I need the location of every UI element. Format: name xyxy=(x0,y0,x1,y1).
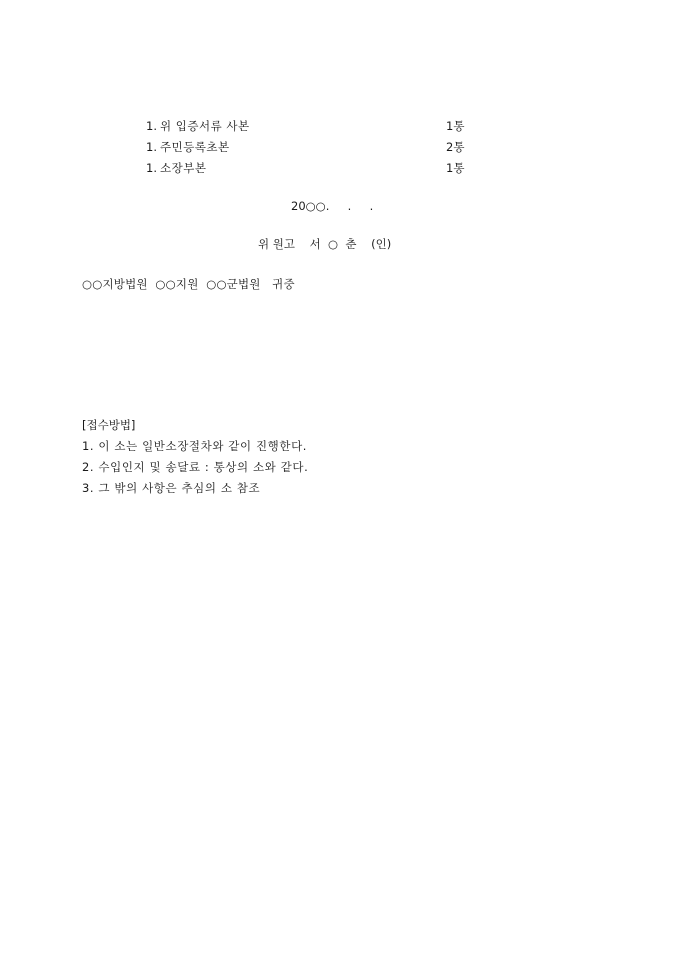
attachment-number: 1. xyxy=(146,161,157,175)
plaintiff-signature: 위 원고 서 ○ 춘 (인) xyxy=(258,237,392,251)
filing-method-title: [접수방법] xyxy=(82,418,136,432)
attachment-number: 1. xyxy=(146,140,157,154)
court-addressee: ○○지방법원 ○○지원 ○○군법원 귀중 xyxy=(82,277,295,291)
document-date: 20○○. . . xyxy=(291,199,374,213)
attachment-number: 1. xyxy=(146,119,157,133)
filing-method-section xyxy=(82,415,308,499)
attachment-name: 주민등록초본 xyxy=(160,140,230,154)
attachment-count: 1통 xyxy=(446,119,465,133)
attachment-list xyxy=(146,116,466,179)
attachment-count: 1통 xyxy=(446,161,465,175)
attachment-name: 소장부본 xyxy=(160,161,207,175)
attachment-item xyxy=(146,137,466,158)
filing-method-item: 3. 그 밖의 사항은 추심의 소 참조 xyxy=(82,481,261,495)
attachment-count: 2통 xyxy=(446,140,465,154)
attachment-item xyxy=(146,158,466,179)
filing-method-item: 1. 이 소는 일반소장절차와 같이 진행한다. xyxy=(82,439,308,453)
filing-method-item: 2. 수입인지 및 송달료 : 통상의 소와 같다. xyxy=(82,460,309,474)
attachment-item xyxy=(146,116,466,137)
attachment-name: 위 입증서류 사본 xyxy=(160,119,250,133)
